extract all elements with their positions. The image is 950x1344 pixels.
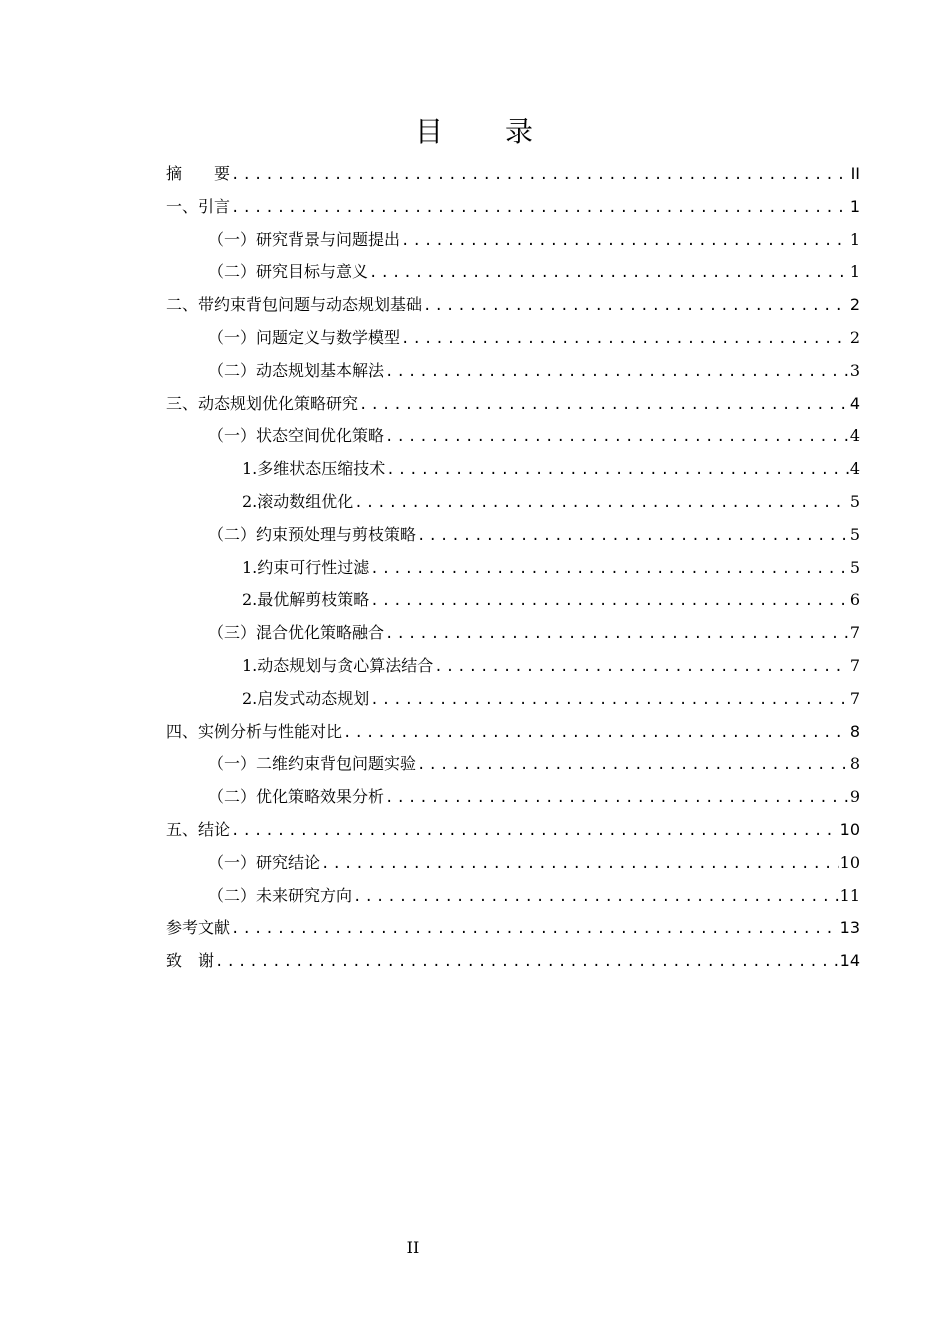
dot-leader bbox=[386, 454, 849, 487]
toc-entry[interactable] bbox=[166, 191, 860, 224]
toc-entry-label: 2.最优解剪枝策略 bbox=[242, 590, 370, 610]
toc-entry[interactable] bbox=[166, 355, 860, 388]
toc-entry[interactable] bbox=[166, 880, 860, 913]
toc-entry[interactable] bbox=[166, 158, 860, 191]
toc-entry[interactable] bbox=[166, 388, 860, 421]
dot-leader bbox=[215, 946, 839, 979]
dot-leader bbox=[401, 225, 849, 258]
toc-entry[interactable] bbox=[166, 420, 860, 453]
toc-entry-page: 8 bbox=[849, 721, 860, 741]
dot-leader bbox=[359, 389, 849, 422]
dot-leader bbox=[231, 192, 849, 225]
toc-entry[interactable] bbox=[166, 584, 860, 617]
table-of-contents bbox=[166, 158, 860, 978]
toc-entry[interactable] bbox=[166, 519, 860, 552]
toc-entry-page: 1 bbox=[849, 229, 860, 249]
toc-entry-page: 7 bbox=[849, 688, 860, 708]
toc-entry[interactable] bbox=[166, 847, 860, 880]
dot-leader bbox=[385, 421, 849, 454]
toc-entry-page: 7 bbox=[849, 623, 860, 643]
toc-entry-label: 1.动态规划与贪心算法结合 bbox=[242, 655, 434, 675]
toc-entry-label: 一、引言 bbox=[166, 196, 231, 216]
dot-leader bbox=[370, 585, 849, 618]
toc-entry[interactable] bbox=[166, 945, 860, 978]
toc-entry-page: 3 bbox=[849, 360, 860, 380]
toc-entry[interactable] bbox=[166, 224, 860, 257]
page-number: II bbox=[406, 1238, 420, 1257]
dot-leader bbox=[434, 651, 849, 684]
toc-entry-page: 2 bbox=[849, 327, 860, 347]
dot-leader bbox=[385, 356, 849, 389]
dot-leader bbox=[423, 290, 849, 323]
dot-leader bbox=[385, 782, 849, 815]
toc-entry[interactable] bbox=[166, 453, 860, 486]
dot-leader bbox=[343, 717, 849, 750]
toc-entry-page: II bbox=[850, 164, 860, 183]
toc-entry-label: （三）混合优化策略融合 bbox=[208, 623, 385, 643]
dot-leader bbox=[370, 684, 849, 717]
toc-entry[interactable] bbox=[166, 781, 860, 814]
toc-entry[interactable] bbox=[166, 289, 860, 322]
toc-entry-page: 2 bbox=[849, 295, 860, 315]
toc-entry-page: 10 bbox=[839, 852, 860, 872]
toc-entry[interactable] bbox=[166, 814, 860, 847]
toc-entry-label: 二、带约束背包问题与动态规划基础 bbox=[166, 295, 423, 315]
toc-entry-page: 1 bbox=[849, 196, 860, 216]
toc-entry-page: 9 bbox=[849, 787, 860, 807]
toc-entry-page: 8 bbox=[849, 754, 860, 774]
toc-entry-label: （一）研究结论 bbox=[208, 852, 321, 872]
toc-entry-page: 14 bbox=[839, 951, 860, 971]
dot-leader bbox=[370, 553, 849, 586]
dot-leader bbox=[401, 323, 849, 356]
toc-entry[interactable] bbox=[166, 683, 860, 716]
toc-entry[interactable] bbox=[166, 256, 860, 289]
dot-leader bbox=[231, 815, 839, 848]
dot-leader bbox=[385, 618, 849, 651]
toc-entry-page: 5 bbox=[849, 491, 860, 511]
toc-entry-label: 参考文献 bbox=[166, 918, 231, 938]
toc-entry-page: 13 bbox=[839, 918, 860, 938]
toc-entry-label: 致 谢 bbox=[166, 951, 215, 971]
toc-entry[interactable] bbox=[166, 912, 860, 945]
toc-entry-page: 5 bbox=[849, 524, 860, 544]
toc-entry-page: 4 bbox=[849, 393, 860, 413]
dot-leader bbox=[417, 749, 849, 782]
toc-entry[interactable] bbox=[166, 617, 860, 650]
dot-leader bbox=[231, 913, 839, 946]
dot-leader bbox=[354, 487, 849, 520]
toc-entry-label: 三、动态规划优化策略研究 bbox=[166, 393, 359, 413]
toc-entry-label: 2.滚动数组优化 bbox=[242, 491, 354, 511]
toc-entry-page: 1 bbox=[849, 262, 860, 282]
dot-leader bbox=[353, 881, 839, 914]
toc-entry-page: 4 bbox=[849, 459, 860, 479]
toc-entry[interactable] bbox=[166, 322, 860, 355]
toc-entry-label: 2.启发式动态规划 bbox=[242, 688, 370, 708]
toc-entry-page: 4 bbox=[849, 426, 860, 446]
toc-entry-label: （二）研究目标与意义 bbox=[208, 262, 369, 282]
toc-entry[interactable] bbox=[166, 650, 860, 683]
toc-title: 目 录 bbox=[414, 115, 535, 148]
toc-entry-label: （一）状态空间优化策略 bbox=[208, 426, 385, 446]
toc-entry[interactable] bbox=[166, 552, 860, 585]
toc-entry[interactable] bbox=[166, 716, 860, 749]
toc-entry-label: 四、实例分析与性能对比 bbox=[166, 721, 343, 741]
dot-leader bbox=[417, 520, 849, 553]
dot-leader bbox=[231, 159, 850, 192]
toc-entry-label: （二）约束预处理与剪枝策略 bbox=[208, 524, 417, 544]
toc-entry-label: 1.多维状态压缩技术 bbox=[242, 459, 386, 479]
toc-entry-label: （二）动态规划基本解法 bbox=[208, 360, 385, 380]
toc-entry-label: （一）研究背景与问题提出 bbox=[208, 229, 401, 249]
toc-entry-label: 五、结论 bbox=[166, 819, 231, 839]
toc-entry[interactable] bbox=[166, 748, 860, 781]
toc-entry-label: （二）优化策略效果分析 bbox=[208, 787, 385, 807]
toc-entry-label: （一）二维约束背包问题实验 bbox=[208, 754, 417, 774]
toc-entry-label: 1.约束可行性过滤 bbox=[242, 557, 370, 577]
toc-entry-label: 摘 要 bbox=[166, 164, 231, 183]
toc-entry-page: 5 bbox=[849, 557, 860, 577]
dot-leader bbox=[321, 848, 839, 881]
toc-entry-page: 10 bbox=[839, 819, 860, 839]
toc-entry[interactable] bbox=[166, 486, 860, 519]
toc-entry-page: 11 bbox=[839, 885, 860, 905]
toc-entry-label: （二）未来研究方向 bbox=[208, 885, 353, 905]
toc-entry-page: 7 bbox=[849, 655, 860, 675]
toc-entry-page: 6 bbox=[849, 590, 860, 610]
toc-entry-label: （一）问题定义与数学模型 bbox=[208, 327, 401, 347]
dot-leader bbox=[369, 257, 849, 290]
